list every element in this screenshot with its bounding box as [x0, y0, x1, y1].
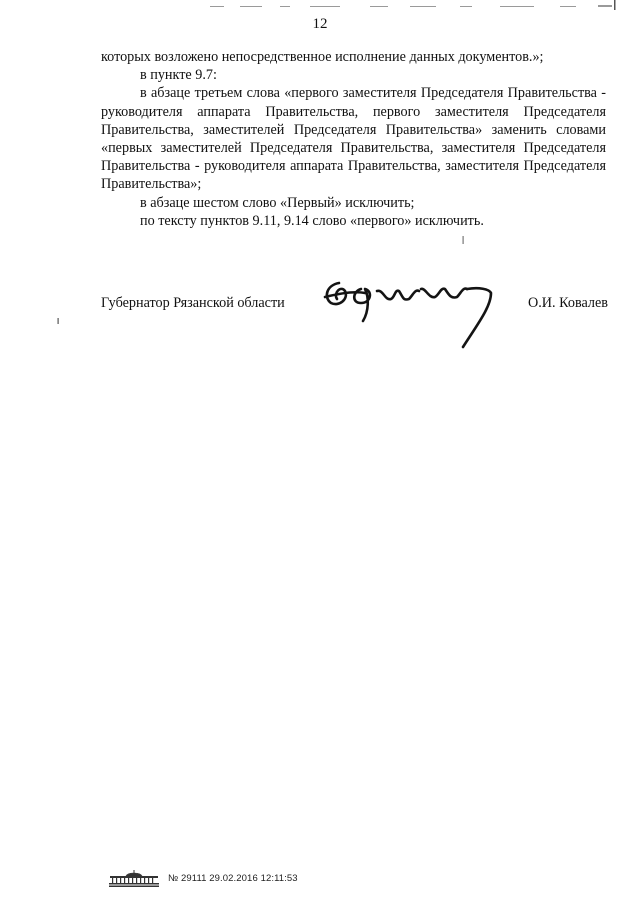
body-paragraph: в абзаце шестом слово «Первый» исключить; — [140, 194, 415, 211]
signature-block — [101, 287, 606, 347]
body-paragraph: в абзаце третьем слова «первого заместителя Председателя Правительства - руководителя аппарата Правительства, первого заместителя Председателя Правительства, заместителей Председателя Правительства» заменить словами «первых заместителей Председателя Правительства, заместителя Председателя Правительства - руководителя аппарата Правительства, заместителя Председателя Правительства»; — [101, 85, 606, 193]
signatory-name: О.И. Ковалев — [528, 295, 608, 311]
page-number: 12 — [312, 16, 328, 32]
handwritten-signature — [321, 277, 501, 352]
body-paragraph: которых возложено непосредственное исполнение данных документов.»; — [101, 49, 544, 65]
scan-dot — [56, 318, 60, 324]
document-body — [101, 48, 606, 230]
registration-stamp — [106, 868, 298, 888]
signatory-position: Губернатор Рязанской области — [101, 295, 285, 311]
scan-dot — [461, 236, 465, 244]
body-paragraph: по тексту пунктов 9.11, 9.14 слово «первого» исключить. — [140, 212, 484, 229]
government-building-logo — [106, 868, 162, 888]
scan-artifact-top — [200, 0, 620, 10]
registration-number-date: № 29111 29.02.2016 12:11:53 — [168, 872, 298, 884]
body-paragraph: в пункте 9.7: — [140, 67, 217, 84]
